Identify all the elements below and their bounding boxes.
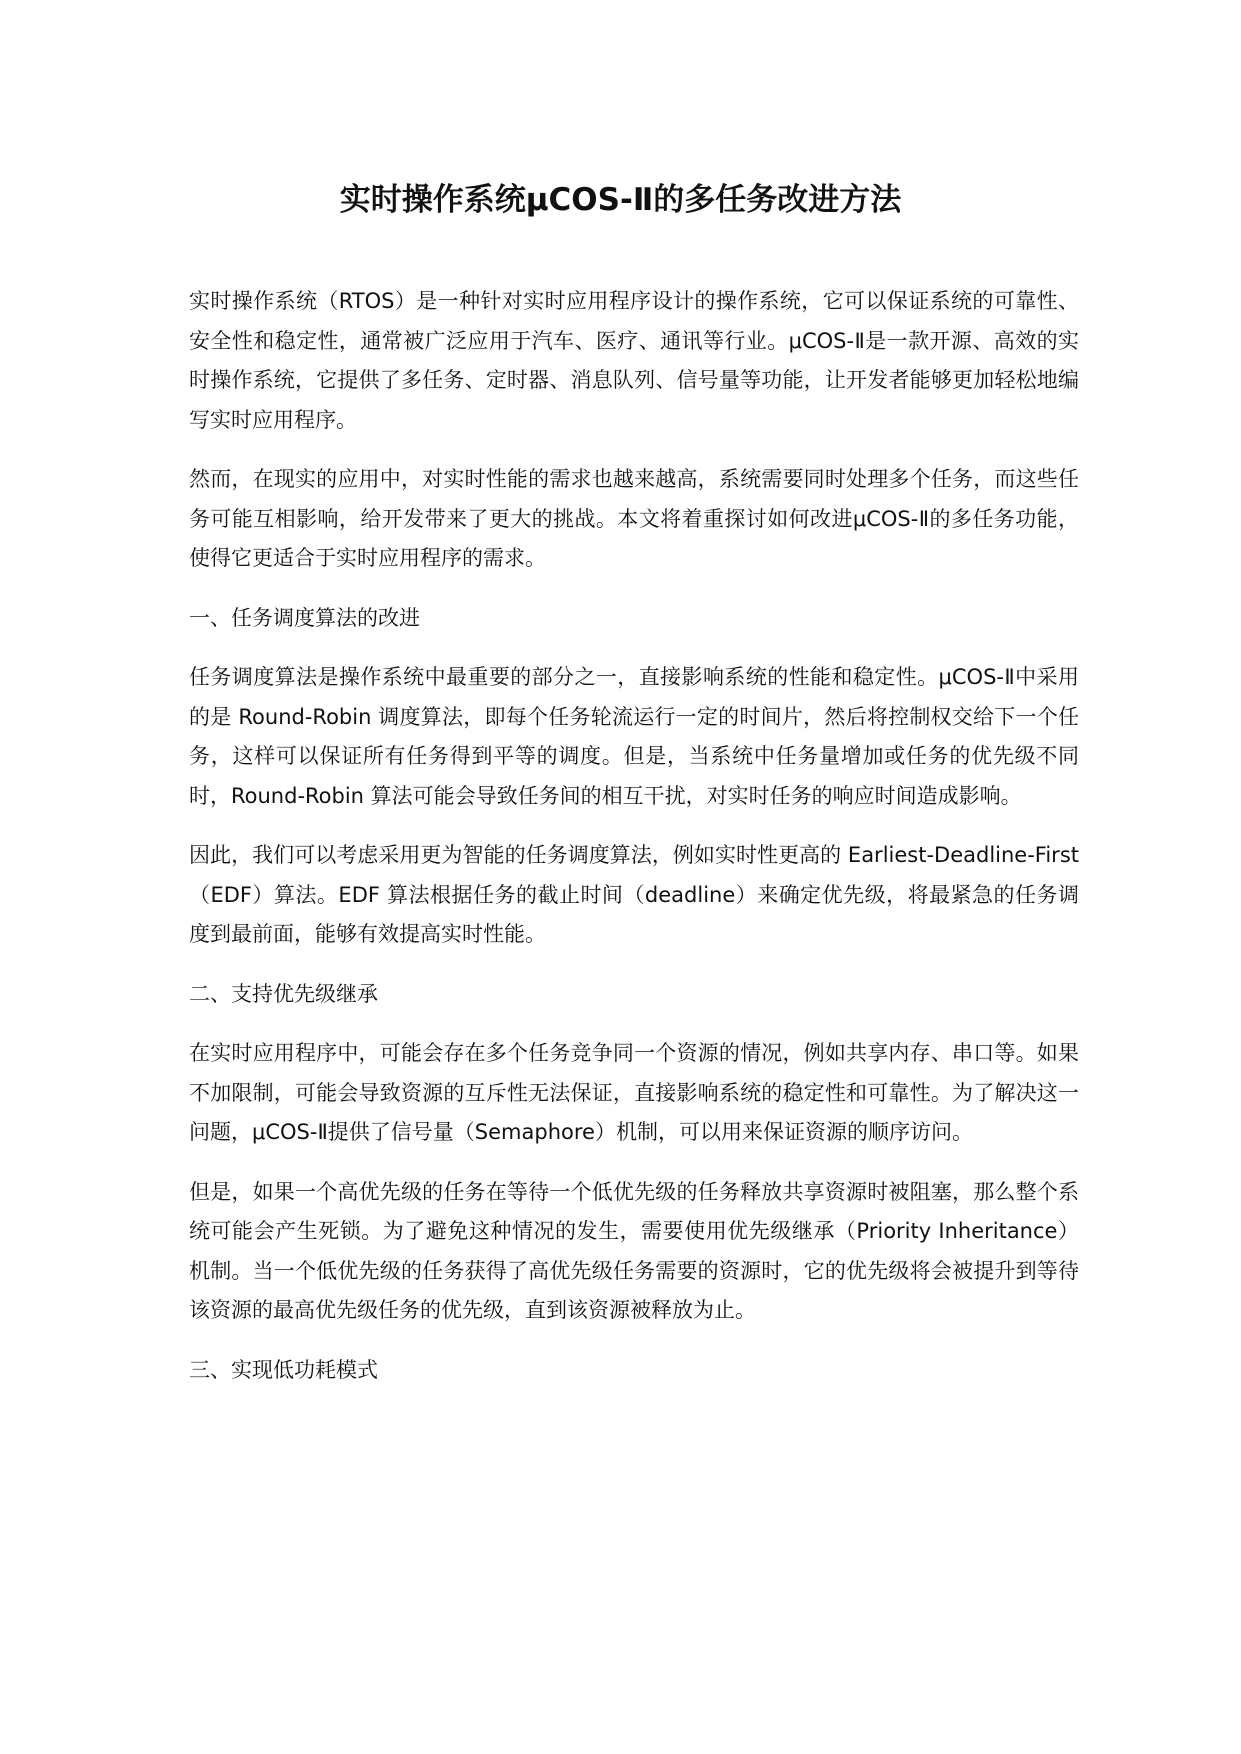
paragraph-semaphore: 在实时应用程序中，可能会存在多个任务竞争同一个资源的情况，例如共享内存、串口等。如果不加限制，可能会导致资源的互斥性无法保证，直接影响系统的稳定性和可靠性。为了解决这一问题，μCOS-Ⅱ提供了信号量（Semaphore）机制，可以用来保证资源的顺序访问。	[189, 1041, 1079, 1144]
paragraph-deadlock: 但是，如果一个高优先级的任务在等待一个低优先级的任务释放共享资源时被阻塞，那么整个系统可能会产生死锁。为了避免这种情况的发生，需要使用优先级继承（Priority Inheritance）机制。当一个低优先级的任务获得了高优先级任务需要的资源时，它的优先级将会被提升到等待该资源的最高优先级任务的优先级，直到该资源被释放为止。	[189, 1179, 1079, 1322]
section-heading-priority-inheritance: 二、支持优先级继承	[189, 981, 378, 1006]
section-heading-low-power: 三、实现低功耗模式	[189, 1357, 378, 1382]
document-title: 实时操作系统μCOS-Ⅱ的多任务改进方法	[339, 182, 902, 218]
paragraph-edf: 因此，我们可以考虑采用更为智能的任务调度算法，例如实时性更高的 Earliest-Deadline-First（EDF）算法。EDF 算法根据任务的截止时间（deadline）来确定优先级，将最紧急的任务调度到最前面，能够有效提高实时性能。	[189, 843, 1079, 946]
paragraph-intro-rtos: 实时操作系统（RTOS）是一种针对实时应用程序设计的操作系统，它可以保证系统的可靠性、安全性和稳定性，通常被广泛应用于汽车、医疗、通讯等行业。μCOS-Ⅱ是一款开源、高效的实时操作系统，它提供了多任务、定时器、消息队列、信号量等功能，让开发者能够更加轻松地编写实时应用程序。	[189, 289, 1079, 432]
document-body	[189, 282, 1079, 1410]
paragraph-round-robin: 任务调度算法是操作系统中最重要的部分之一，直接影响系统的性能和稳定性。μCOS-Ⅱ中采用的是 Round-Robin 调度算法，即每个任务轮流运行一定的时间片，然后将控制权交给下一个任务，这样可以保证所有任务得到平等的调度。但是，当系统中任务量增加或任务的优先级不同时，Round-Robin 算法可能会导致任务间的相互干扰，对实时任务的响应时间造成影响。	[189, 665, 1079, 808]
section-heading-scheduling: 一、任务调度算法的改进	[189, 605, 420, 630]
paragraph-challenge: 然而，在现实的应用中，对实时性能的需求也越来越高，系统需要同时处理多个任务，而这些任务可能互相影响，给开发带来了更大的挑战。本文将着重探讨如何改进μCOS-Ⅱ的多任务功能，使得它更适合于实时应用程序的需求。	[189, 467, 1079, 570]
